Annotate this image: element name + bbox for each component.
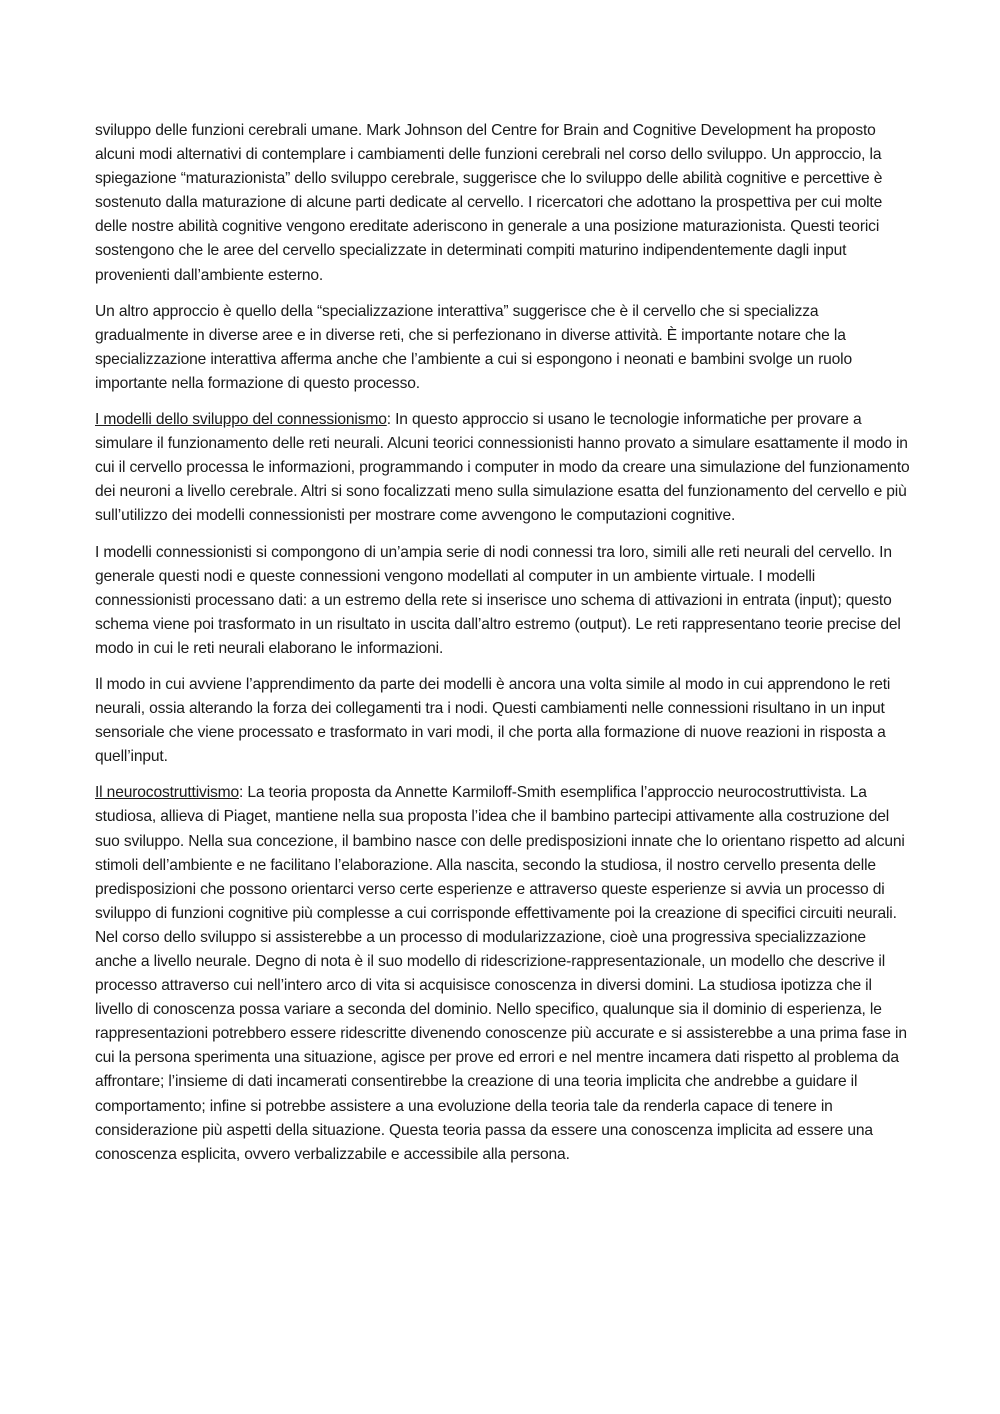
paragraph-specializzazione-interattiva bbox=[95, 300, 910, 396]
paragraph-body: Un altro approccio è quello della “specializzazione interattiva” suggerisce che è il cervello che si specializza gradualmente in diverse aree e in diverse reti, che si perfezionano in diverse attività. È importante notare che la specializzazione interattiva afferma anche che l’ambiente a cui si espongono i neonati e bambini svolge un ruolo importante nella formazione di questo processo. bbox=[95, 302, 853, 392]
paragraph-neurocostruttivismo bbox=[95, 781, 910, 1167]
paragraph-body: Il modo in cui avviene l’apprendimento da parte dei modelli è ancora una volta simile al modo in cui apprendono le reti neurali, ossia alterando la forza dei collegamenti tra i nodi. Questi cambiamenti nelle connessioni risultano in un input sensoriale che viene processato e trasformato in vari modi, il che porta alla formazione di nuove reazioni in risposta a quell’input. bbox=[95, 675, 891, 766]
paragraph-maturazionista bbox=[95, 119, 910, 288]
heading-separator: : bbox=[239, 784, 248, 802]
paragraph-body: sviluppo delle funzioni cerebrali umane. Mark Johnson del Centre for Brain and Cognitive Development ha proposto alcuni modi alternativi di contemplare i cambiamenti delle funzioni cerebrali nel corso dello sviluppo. Un approccio, la spiegazione “maturazionista” dello sviluppo cerebrale, suggerisce che lo sviluppo delle abilità cognitive e percettive è sostenuto dalla maturazione di alcune parti dedicate al cervello. I ricercatori che adottano la prospettiva per cui molte delle nostre abilità cognitive vengono ereditate aderiscono in generale a una posizione maturazionista. Questi teorici sostengono che le aree del cervello specializzate in determinati compiti maturino indipendentemente dagli input provenienti dall’ambiente esterno. bbox=[95, 122, 883, 284]
paragraph-body: La teoria proposta da Annette Karmiloff-Smith esemplifica l’approccio neurocostruttivista. La studiosa, allieva di Piaget, mantiene nella sua proposta l’idea che il bambino partecipi attivamente alla costruzione del suo sviluppo. Nella sua concezione, il bambino nasce con delle predisposizioni innate che lo orientano rispetto ad alcuni stimoli dell’ambiente e ne facilitano l’elaborazione. Alla nascita, secondo la studiosa, il nostro cervello presenta delle predisposizioni che possono orientarci verso certe esperienze e attraverso queste esperienze si avvia un processo di sviluppo di funzioni cognitive più complesse a cui corrisponde effettivamente poi la creazione di specifici circuiti neurali. Nel corso dello sviluppo si assisterebbe a un processo di modularizzazione, cioè una progressiva specializzazione anche a livello neurale. Degno di nota è il suo modello di ridescrizione-rappresentazionale, un modello che descrive il processo attraverso cui nell’intero arco di vita si acquisisce conoscenza in diversi domini. La studiosa ipotizza che il livello di conoscenza possa variare a seconda del dominio. Nello specifico, qualunque sia il dominio di esperienza, le rappresentazioni potrebbero essere ridescritte divenendo conoscenze più accurate e si assisterebbe a una prima fase in cui la persona sperimenta una situazione, agisce per prove ed errori e nel mentre incamera dati rispetto al problema da affrontare; l’insieme di dati incamerati consentirebbe la creazione di una teoria implicita che andrebbe a guidare il comportamento; infine si potrebbe assistere a una evoluzione della teoria tale da renderla capace di tenere in considerazione più aspetti della situazione. Questa teoria passa da essere una conoscenza implicita ad essere una conoscenza esplicita, ovvero verbalizzabile e accessibile alla persona. bbox=[95, 784, 907, 1163]
paragraph-apprendimento bbox=[95, 673, 910, 769]
paragraph-connessionismo bbox=[95, 408, 910, 528]
section-heading-connessionismo: I modelli dello sviluppo del connessionismo bbox=[95, 411, 387, 429]
heading-separator: : bbox=[386, 411, 396, 429]
document-page bbox=[95, 119, 910, 1179]
section-heading-neurocostruttivismo: Il neurocostruttivismo bbox=[95, 784, 240, 802]
paragraph-body: I modelli connessionisti si compongono di un’ampia serie di nodi connessi tra loro, simili alle reti neurali del cervello. In generale questi nodi e queste connessioni vengono modellati al computer in un ambiente virtuale. I modelli connessionisti processano dati: a un estremo della rete si inserisce uno schema di attivazioni in entrata (input); questo schema viene poi trasformato in un risultato in uscita dall’altro estremo (output). Le reti rappresentano teorie precise del modo in cui le reti neurali elaborano le informazioni. bbox=[95, 543, 901, 657]
paragraph-body: In questo approccio si usano le tecnologie informatiche per provare a simulare il funzionamento delle reti neurali. Alcuni teorici connessionisti hanno provato a simulare esattamente il modo in cui il cervello processa le informazioni, programmando i computer in modo da creare una simulazione del funzionamento dei neuroni a livello cerebrale. Altri si sono focalizzati meno sulla simulazione esatta del funzionamento del cervello e più sull’utilizzo dei modelli connessionisti per mostrare come avvengono le computazioni cognitive. bbox=[95, 411, 910, 525]
paragraph-modelli-connessionisti bbox=[95, 541, 910, 661]
